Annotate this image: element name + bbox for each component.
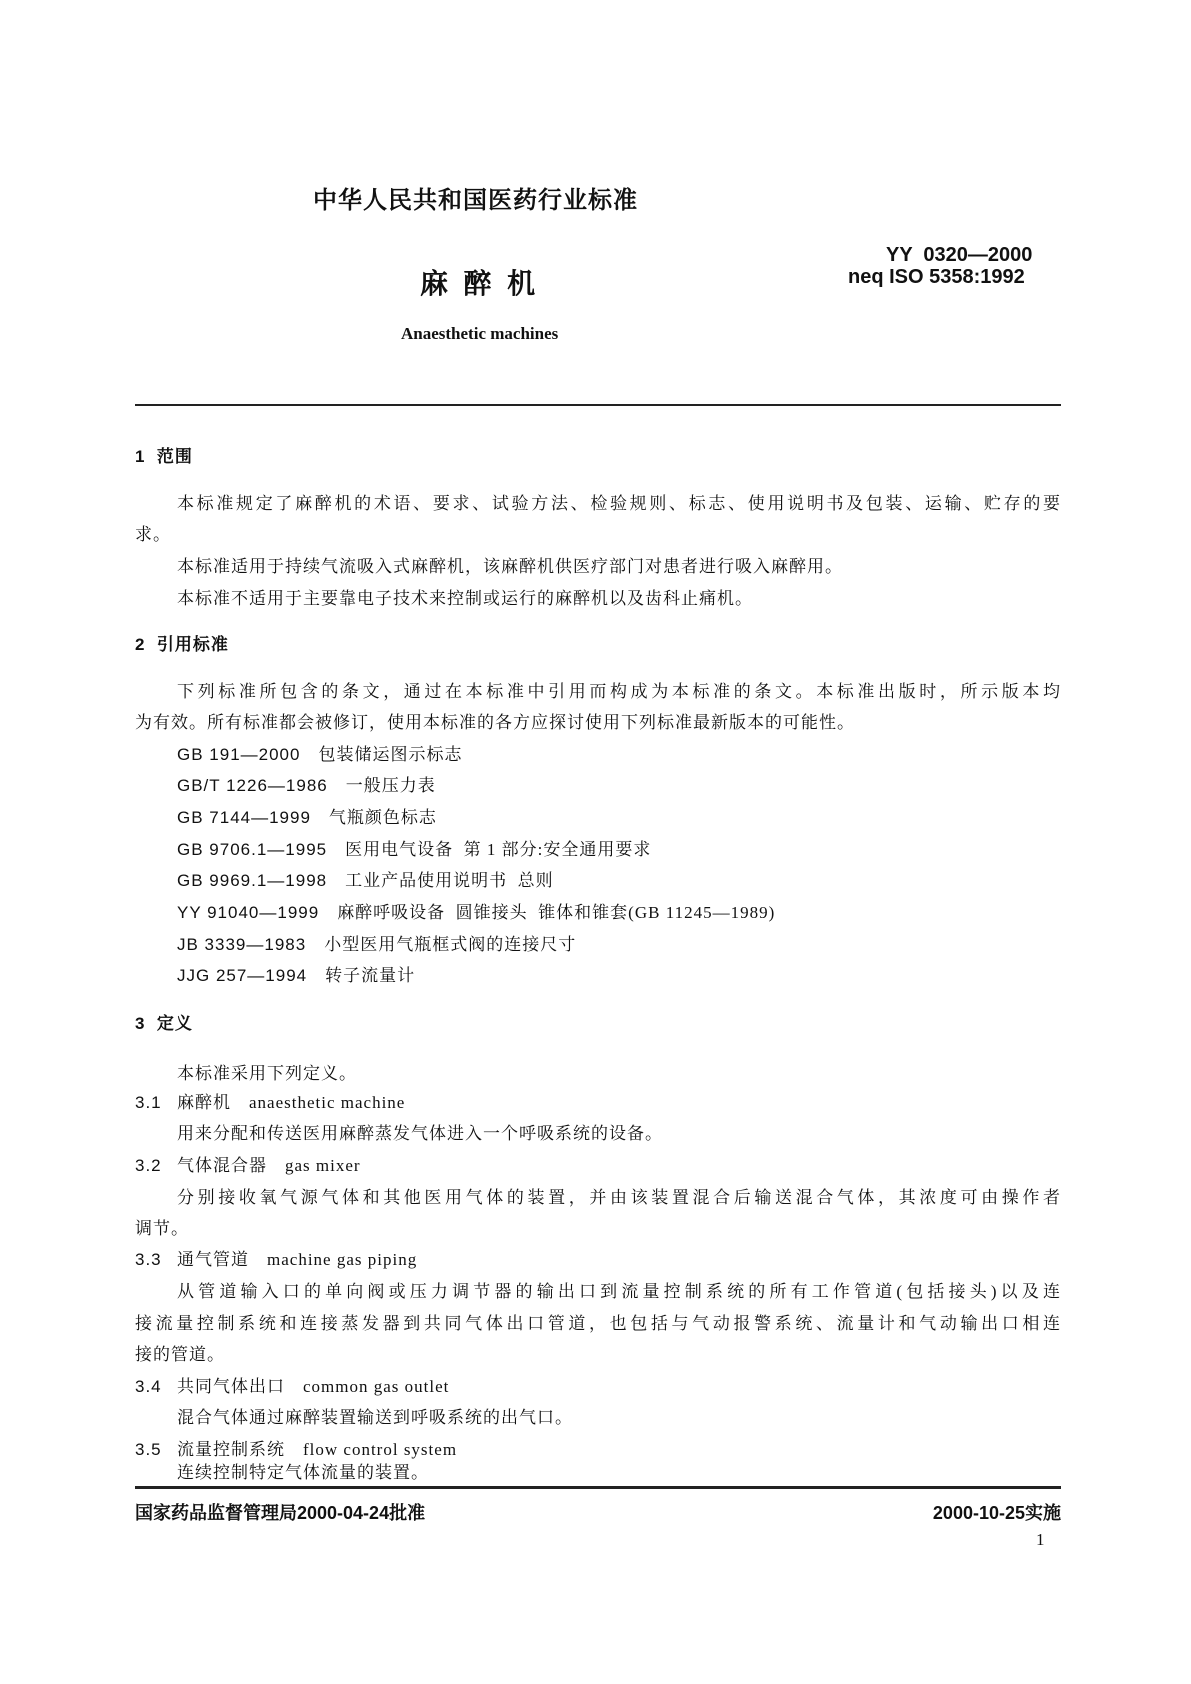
reference-title: 一般压力表 [345, 776, 436, 795]
definition-number: 3.5 [135, 1440, 162, 1459]
paragraph-line: 本标准规定了麻醉机的术语、要求、试验方法、检验规则、标志、使用说明书及包装、运输、贮存的要 [177, 494, 1061, 513]
paragraph-line: 接流量控制系统和连接蒸发器到共同气体出口管道，也包括与气动报警系统、流量计和气动输出口相连 [135, 1314, 1061, 1333]
reference-item [177, 965, 415, 987]
definition-number: 3.4 [135, 1377, 162, 1396]
reference-code: GB 191—2000 [177, 745, 301, 764]
reference-title: 工业产品使用说明书 总则 [345, 871, 554, 890]
term-cn: 流量控制系统 [177, 1440, 285, 1459]
term-cn: 气体混合器 [177, 1156, 267, 1175]
reference-title: 气瓶颜色标志 [328, 808, 437, 827]
term-en: common gas outlet [303, 1377, 450, 1396]
section-heading: 1 范围 [135, 447, 193, 466]
term-en: flow control system [303, 1440, 458, 1459]
reference-item [177, 902, 775, 924]
document-title-cn: 麻 醉 机 [420, 268, 536, 299]
definition-term [135, 1376, 449, 1398]
paragraph-line: 求。 [135, 525, 171, 544]
paragraph-line: 为有效。所有标准都会被修订，使用本标准的各方应探讨使用下列标准最新版本的可能性。 [135, 713, 855, 732]
term-cn: 共同气体出口 [177, 1377, 285, 1396]
paragraph-line: 接的管道。 [135, 1345, 225, 1364]
reference-item [177, 839, 651, 861]
reference-title: 包装储运图示标志 [318, 745, 463, 764]
term-en: anaesthetic machine [249, 1093, 406, 1112]
reference-code: GB 9969.1—1998 [177, 871, 328, 890]
reference-code: GB 7144—1999 [177, 808, 311, 827]
reference-item [177, 775, 436, 797]
document-title-en: Anaesthetic machines [401, 324, 559, 343]
paragraph-line: 调节。 [135, 1219, 189, 1238]
term-en: gas mixer [285, 1156, 361, 1175]
definition-term [135, 1155, 361, 1177]
reference-title: 小型医用气瓶框式阀的连接尺寸 [324, 935, 577, 954]
paragraph-line: 用来分配和传送医用麻醉蒸发气体进入一个呼吸系统的设备。 [177, 1124, 663, 1143]
reference-item [177, 934, 576, 956]
paragraph-line: 混合气体通过麻醉装置输送到呼吸系统的出气口。 [177, 1408, 573, 1427]
equivalence-note: neq ISO 5358:1992 [848, 266, 1025, 288]
paragraph-line: 从管道输入口的单向阀或压力调节器的输出口到流量控制系统的所有工作管道(包括接头)以及连 [177, 1282, 1061, 1301]
reference-title: 转子流量计 [325, 966, 416, 985]
definition-term [135, 1439, 457, 1461]
reference-code: GB/T 1226—1986 [177, 776, 328, 795]
paragraph-line: 本标准不适用于主要靠电子技术来控制或运行的麻醉机以及齿科止痛机。 [177, 589, 753, 608]
reference-title: 麻醉呼吸设备 圆锥接头 锥体和锥套(GB 11245—1989) [337, 903, 776, 922]
definition-term [135, 1092, 405, 1114]
issuing-body-title: 中华人民共和国医药行业标准 [313, 187, 638, 214]
reference-code: YY 91040—1999 [177, 903, 320, 922]
paragraph-line: 分别接收氧气源气体和其他医用气体的装置，并由该装置混合后输送混合气体，其浓度可由操作者 [177, 1188, 1061, 1207]
definition-term [135, 1249, 417, 1271]
paragraph-line: 下列标准所包含的条文，通过在本标准中引用而构成为本标准的条文。本标准出版时，所示版本均 [177, 682, 1061, 701]
reference-item [177, 744, 462, 766]
standard-number: YY 0320—2000 [886, 244, 1033, 266]
term-en: machine gas piping [267, 1250, 418, 1269]
reference-code: JB 3339—1983 [177, 935, 307, 954]
term-cn: 通气管道 [177, 1250, 249, 1269]
reference-code: GB 9706.1—1995 [177, 840, 328, 859]
section-heading: 2 引用标准 [135, 635, 229, 654]
definition-number: 3.3 [135, 1250, 162, 1269]
definition-number: 3.2 [135, 1156, 162, 1175]
term-cn: 麻醉机 [177, 1093, 231, 1112]
paragraph-line: 本标准适用于持续气流吸入式麻醉机，该麻醉机供医疗部门对患者进行吸入麻醉用。 [177, 557, 843, 576]
header-divider [135, 404, 1061, 406]
footer-divider [135, 1486, 1061, 1489]
paragraph-line: 连续控制特定气体流量的装置。 [177, 1463, 429, 1482]
approval-date: 国家药品监督管理局2000-04-24批准 [135, 1503, 426, 1523]
effective-date: 2000-10-25实施 [932, 1503, 1061, 1523]
reference-title: 医用电气设备 第 1 部分:安全通用要求 [345, 840, 652, 859]
definition-number: 3.1 [135, 1093, 162, 1112]
paragraph-line: 本标准采用下列定义。 [177, 1064, 357, 1083]
section-heading: 3 定义 [135, 1014, 193, 1033]
page-number: 1 [1036, 1530, 1045, 1549]
reference-item [177, 870, 554, 892]
reference-code: JJG 257—1994 [177, 966, 308, 985]
reference-item [177, 807, 437, 829]
